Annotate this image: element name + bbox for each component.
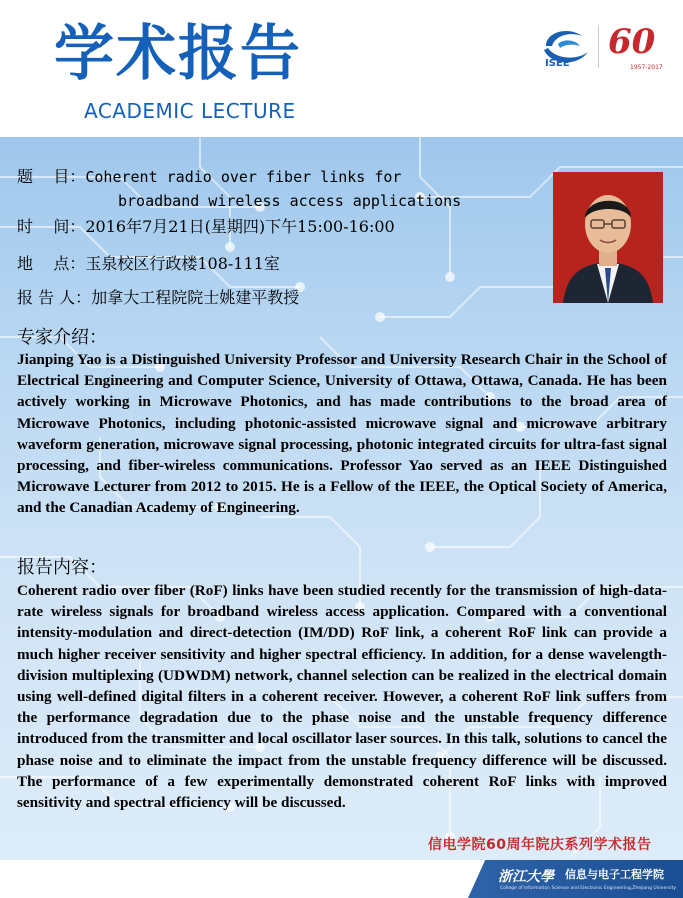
bio-heading: 专家介绍： (17, 327, 107, 348)
anniversary-logo-years: 1957-2017 (630, 64, 663, 71)
info-title-row-2 (118, 190, 461, 212)
speaker-photo (553, 172, 663, 303)
info-title-row (17, 166, 401, 188)
info-title-value-line2: broadband wireless access applications (118, 192, 462, 210)
info-speaker-row (17, 287, 299, 309)
info-speaker-value: 加拿大工程院院士姚建平教授 (91, 288, 300, 307)
speaker-portrait-icon (553, 172, 663, 303)
series-label: 信电学院60周年院庆系列学术报告 (428, 837, 652, 853)
info-place-label: 地 点： (17, 254, 86, 273)
bio-text: Jianping Yao is a Distinguished University Professor and University Research Chair in the School of Electrical Engineering and Computer Science, University of Ottawa, Ottawa, Canada. He has been actively working in Microwave Photonics, and has made contributions to the broad area of Microwave Photonics, including photonic-assisted microwave signal and microwave arbitrary waveform generation, microwave signal processing, photonic integrated circuits for ultra-fast signal processing, and fiber-wireless communications. Professor Yao served as an IEEE Distinguished Microwave Lecturer from 2012 to 2015. He is a Fellow of the IEEE, the Optical Society of America, and the Canadian Academy of Engineering. (17, 351, 667, 517)
info-time-label: 时 间： (17, 217, 86, 236)
info-time-row (17, 216, 395, 238)
info-place-value: 玉泉校区行政楼108-111室 (85, 254, 280, 273)
abstract-heading: 报告内容： (17, 557, 107, 578)
info-place-row (17, 253, 280, 275)
info-title-label: 题 目： (17, 167, 86, 186)
info-time-value: 2016年7月21日(星期四)下午15:00-16:00 (85, 217, 395, 236)
abstract-text: Coherent radio over fiber (RoF) links have been studied recently for the transmission of high-data-rate wireless signals for broadband wireless access application. Compared with a conventional intensity-modulation and direct-detection (IM/DD) RoF link, a coherent RoF link can provide a much higher receiver sensitivity and higher spectral efficiency. In addition, for a dense wavelength-division multiplexing (UDWDM) network, channel selection can be realized in the electrical domain using well-defined digital filters in a coherent receiver. However, a coherent RoF link suffers from the performance degradation due to the phase noise and the unstable frequency difference introduced from the transmitter and local oscillator laser sources. In this talk, solutions to cancel the phase noise and to eliminate the impact from the unstable frequency difference will be discussed. The performance of a few experimentally demonstrated coherent RoF links with improved sensitivity and spectral efficiency will be discussed. (17, 582, 667, 812)
page-title: 学术报告 (54, 19, 302, 89)
department-name: 信息与电子工程学院 (565, 868, 664, 881)
isee-logo-text: ISEE (545, 58, 570, 69)
department-name-en: College of Information Science and Electronic Engineering,Zhejiang University (500, 886, 677, 891)
logo-divider (598, 26, 599, 68)
anniversary-logo-icon: 60 (608, 22, 656, 62)
header (0, 0, 683, 137)
info-title-value-line1: Coherent radio over fiber links for (85, 168, 402, 186)
info-speaker-label: 报 告 人： (17, 288, 92, 307)
university-logo-icon: 浙江大學 (498, 869, 554, 885)
page-subtitle: ACADEMIC LECTURE (84, 99, 296, 123)
